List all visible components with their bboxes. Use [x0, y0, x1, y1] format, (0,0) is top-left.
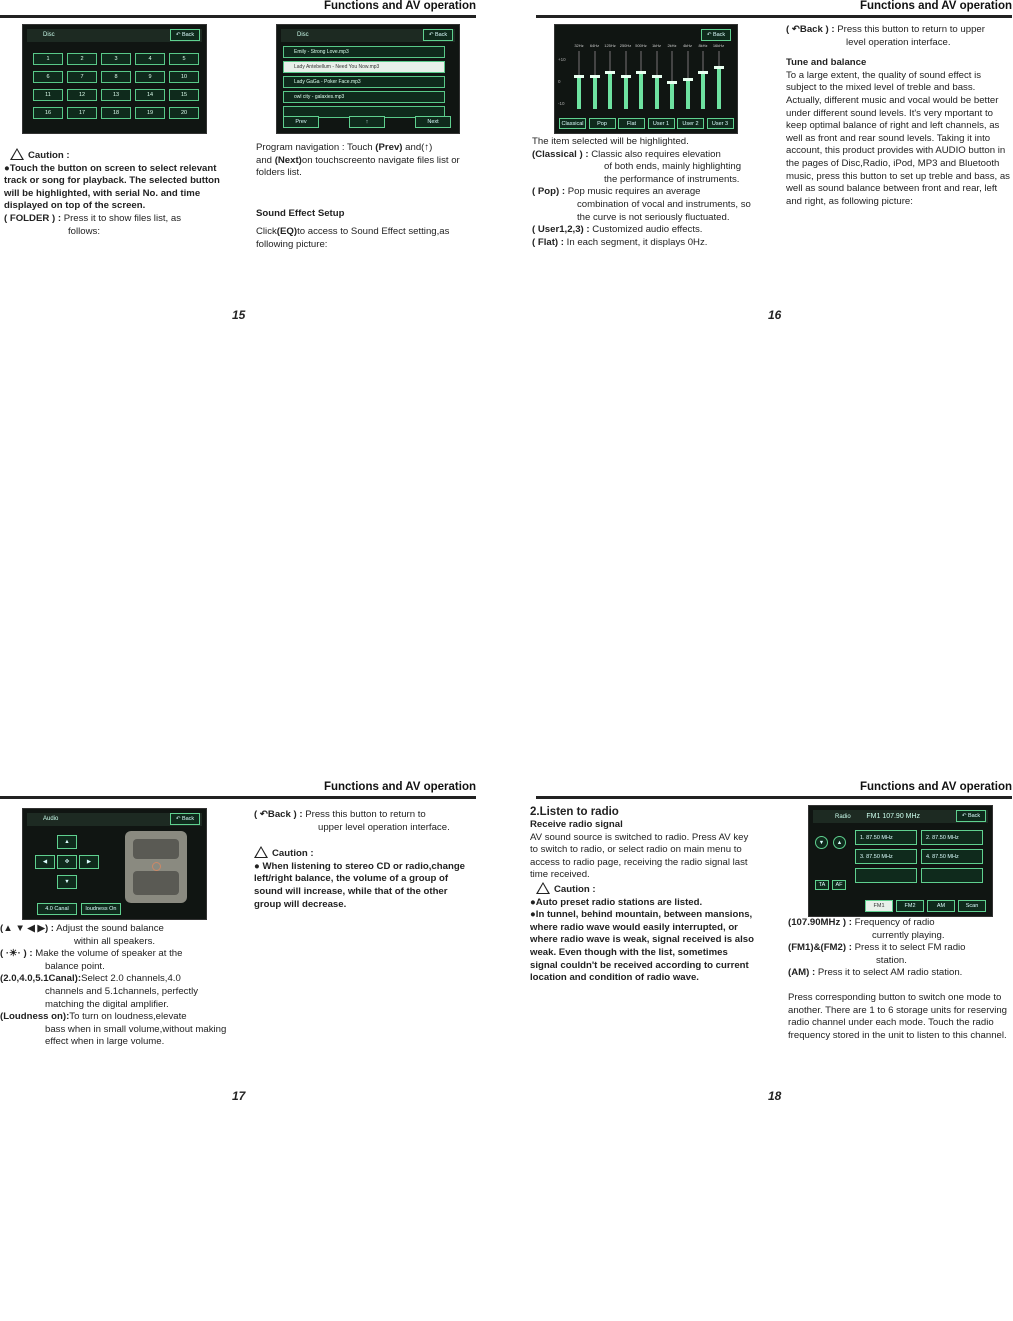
eq-slider-bar: [717, 68, 721, 109]
file-name: owl city - galaxies.mp3: [294, 94, 345, 100]
track-button[interactable]: 9: [135, 71, 165, 83]
eq-preset-button[interactable]: Classical: [559, 118, 586, 129]
back-button[interactable]: ↶ Back: [170, 813, 200, 825]
page-18: [530, 781, 1012, 1321]
track-button[interactable]: 18: [101, 107, 131, 119]
track-button[interactable]: 10: [169, 71, 199, 83]
page-header: Functions and AV operation: [536, 0, 1012, 18]
page-header: Functions and AV operation: [0, 781, 476, 799]
eq-screen: [554, 24, 738, 134]
track-button[interactable]: 4: [135, 53, 165, 65]
eq-frequency-label: 1kHz: [651, 43, 662, 48]
next-button[interactable]: Next: [415, 116, 451, 128]
disc-title: Disc: [27, 29, 202, 42]
back-button[interactable]: ↶ Back: [170, 29, 200, 41]
radio-screen: [808, 805, 993, 917]
page-number: 16: [768, 308, 782, 322]
balance-right-button[interactable]: ▶: [79, 855, 99, 869]
eq-frequency-label: 16kHz: [712, 43, 725, 48]
file-name: Lady Antebellum - Need You Now.mp3: [294, 64, 380, 70]
eq-slider-bar: [593, 77, 597, 109]
audio-title: Audio: [27, 813, 202, 826]
eq-scale-label: -10: [558, 101, 565, 106]
warning-icon: [254, 846, 268, 858]
eq-scale-label: 0: [558, 79, 561, 84]
eq-frequency-label: 250Hz: [619, 43, 632, 48]
front-seats: [133, 839, 179, 859]
eq-slider-bar: [670, 83, 674, 109]
eq-slider-bar: [655, 77, 659, 109]
seek-up-button[interactable]: ▲: [833, 836, 846, 849]
page-number: 18: [768, 1089, 782, 1103]
file-row[interactable]: [283, 91, 445, 103]
track-button[interactable]: 6: [33, 71, 63, 83]
track-button[interactable]: 16: [33, 107, 63, 119]
file-row[interactable]: [283, 61, 445, 73]
eq-preset-button[interactable]: User 3: [707, 118, 734, 129]
eq-slider-handle[interactable]: [698, 71, 708, 74]
file-name: Emily - Strong Love.mp3: [294, 49, 349, 55]
eq-preset-button[interactable]: Flat: [618, 118, 645, 129]
eq-frequency-label: 2kHz: [667, 43, 677, 48]
eq-slider-handle[interactable]: [621, 75, 631, 78]
radio-preset-button[interactable]: [921, 868, 983, 883]
radio-preset-button[interactable]: 2. 87.50 MHz: [921, 830, 983, 845]
eq-slider-handle[interactable]: [574, 75, 584, 78]
radio-label: Radio: [835, 814, 851, 820]
balance-left-button[interactable]: ◀: [35, 855, 55, 869]
rear-seats: [133, 871, 179, 895]
af-button[interactable]: AF: [832, 880, 846, 890]
track-button[interactable]: 19: [135, 107, 165, 119]
folder-up-button[interactable]: ↑: [349, 116, 385, 128]
track-button[interactable]: 13: [101, 89, 131, 101]
eq-frequency-label: 8kHz: [698, 43, 708, 48]
eq-frequency-label: 125Hz: [604, 43, 616, 48]
eq-slider-handle[interactable]: [652, 75, 662, 78]
track-button[interactable]: 17: [67, 107, 97, 119]
eq-slider-bar: [608, 73, 612, 109]
radio-preset-button[interactable]: 1. 87.50 MHz: [855, 830, 917, 845]
track-button[interactable]: 14: [135, 89, 165, 101]
balance-up-button[interactable]: ▲: [57, 835, 77, 849]
track-button[interactable]: 7: [67, 71, 97, 83]
radio-controls-description: (107.90MHz ) : Frequency of radio currently playing. (FM1)&(FM2) : Press it to select FM radio station. (AM) : Press it to select AM radio station. Press corresponding button to switch one mode to another. There are 1 to 6 storage units for reserving radio channel under each mode. Touch the radio frequency stored in the unit to listen to this channel.: [788, 917, 1008, 1041]
back-button[interactable]: ↶ Back: [956, 810, 986, 822]
frequency-display: FM1 107.90 MHz: [866, 813, 921, 820]
loudness-button[interactable]: loudness On: [81, 903, 121, 915]
track-button[interactable]: 11: [33, 89, 63, 101]
page-number: 17: [232, 1089, 246, 1103]
track-button[interactable]: 12: [67, 89, 97, 101]
seek-down-button[interactable]: ▼: [815, 836, 828, 849]
back-button[interactable]: ↶ Back: [423, 29, 453, 41]
eq-slider-bar: [701, 73, 705, 109]
warning-icon: [536, 882, 550, 894]
radio-description: 2.Listen to radio Receive radio signal AV sound source is switched to radio. Press AV key to switch to radio, or select radio on main menu to access to radio page, receiving the radio signal last time received. Caution : ●Auto preset radio stations are listed. ●In tunnel, behind mountain, between mansions, where radio wave would easily interrupted, or where radio wave is weak, signal received is also weak. Even though with the list, sometimes signal couldn't be received according to current location and condition of radio wave.: [530, 806, 754, 984]
eq-slider-handle[interactable]: [605, 71, 615, 74]
car-seats-image: [125, 831, 187, 903]
balance-down-button[interactable]: ▼: [57, 875, 77, 889]
track-button[interactable]: 20: [169, 107, 199, 119]
track-button[interactable]: 1: [33, 53, 63, 65]
radio-mode-button[interactable]: FM1: [865, 900, 893, 912]
radio-mode-button[interactable]: AM: [927, 900, 955, 912]
eq-slider-bar: [624, 77, 628, 109]
eq-frequency-label: 4kHz: [682, 43, 693, 48]
eq-slider-handle[interactable]: [667, 81, 677, 84]
eq-slider-bar: [686, 80, 690, 109]
warning-icon: [10, 148, 24, 160]
radio-preset-button[interactable]: 3. 87.50 MHz: [855, 849, 917, 864]
eq-preset-button[interactable]: Pop: [589, 118, 616, 129]
caution-block: Caution : ●Touch the button on screen to select relevant track or song for playback. The selected button will be highlighted, with serial No. and time displayed on top of the screen. ( FOLDER ) : Press it to show files list, as follows:: [4, 150, 220, 237]
page-15: [0, 0, 476, 540]
page-number: 15: [232, 308, 246, 322]
files-screen: [276, 24, 460, 134]
tune-description: ( ↶Back ) : Press this button to return to upper level operation interface. Tune and balance To a large extent, the quality of sound effect is subject to the mixed level of treble and bass. Actually, different music and vocal would be better under different sound levels. It's very mportant to keep optimal balance of right and left channels, as well as front and rear sound levels. Taking it into account, this product provides with AUDIO button in the pages of Disc,Radio, iPod, MP3 and Bluetooth music, press this button to set up treble and bass, as well as sound balance between front and rear, left and right, as following picture:: [786, 24, 1010, 207]
balance-point-icon: [152, 862, 161, 871]
sound-effect-heading: Sound Effect Setup: [256, 207, 345, 219]
file-name: Lady GaGa - Poker Face.mp3: [294, 79, 361, 85]
prev-button[interactable]: Prev: [283, 116, 319, 128]
eq-preset-button[interactable]: User 1: [648, 118, 675, 129]
eq-description: The item selected will be highlighted. (Classical ) : Classic also requires elevation of both ends, mainly highlighting the performance of instruments. ( Pop) : Pop music requires an average combination of vocal and instruments, so the curve is not seriously fluctuated. ( User1,2,3) : Customized audio effects. ( Flat) : In each segment, it displays 0Hz.: [532, 136, 751, 248]
eq-slider-handle[interactable]: [636, 71, 646, 74]
page-header: Functions and AV operation: [536, 781, 1012, 799]
track-button[interactable]: 3: [101, 53, 131, 65]
file-row[interactable]: [283, 46, 445, 58]
page-header: Functions and AV operation: [0, 0, 476, 18]
navigation-text: Program navigation : Touch (Prev) and(↑) and (Next)on touchscreento navigate files list or folders list. Sound Effect Setup Click(EQ)to access to Sound Effect setting,as following picture:: [256, 142, 484, 252]
eq-slider-handle[interactable]: [590, 75, 600, 78]
track-button[interactable]: 2: [67, 53, 97, 65]
audio-screen: [22, 808, 207, 920]
track-button[interactable]: 15: [169, 89, 199, 101]
eq-slider-handle[interactable]: [714, 66, 724, 69]
canal-button[interactable]: 4.0 Canal: [37, 903, 77, 915]
eq-frequency-label: 500Hz: [635, 43, 647, 48]
audio-controls-description: (▲ ▼ ◀ ▶) : Adjust the sound balance within all speakers. ( ·☀· ) : Make the volume of speaker at the balance point. (2.0,4.0,5.1Canal):Select 2.0 channels,4.0 channels and 5.1channels, perfectly matching the digital amplifier. (Loudness on):To turn on loudness,elevate bass when in small volume,without making effect when in large volume.: [0, 923, 227, 1048]
eq-preset-button[interactable]: User 2: [677, 118, 704, 129]
back-button[interactable]: ↶ Back: [701, 29, 731, 41]
track-button[interactable]: 8: [101, 71, 131, 83]
file-row[interactable]: [283, 76, 445, 88]
eq-frequency-label: 64Hz: [589, 43, 600, 48]
eq-frequency-label: 32Hz: [574, 43, 584, 48]
eq-scale-label: +10: [558, 57, 566, 62]
radio-preset-button[interactable]: 4. 87.50 MHz: [921, 849, 983, 864]
eq-slider-bar: [577, 77, 581, 109]
back-caution-text: ( ↶Back ) : Press this button to return to upper level operation interface. Caution : ● When listening to stereo CD or radio,change left/right balance, the volume of a group of sound will increase, while that of the other group will decrease.: [254, 809, 466, 910]
files-title: Disc: [281, 29, 455, 42]
radio-mode-button[interactable]: FM2: [896, 900, 924, 912]
eq-slider-bar: [639, 73, 643, 109]
radio-preset-button[interactable]: [855, 868, 917, 883]
ta-button[interactable]: TA: [815, 880, 829, 890]
eq-slider-handle[interactable]: [683, 78, 693, 81]
disc-screen: [22, 24, 207, 134]
radio-mode-button[interactable]: Scan: [958, 900, 986, 912]
track-button[interactable]: 5: [169, 53, 199, 65]
page-16: [532, 0, 1012, 540]
page-17: [0, 781, 476, 1321]
balance-center-button[interactable]: ✥: [57, 855, 77, 869]
